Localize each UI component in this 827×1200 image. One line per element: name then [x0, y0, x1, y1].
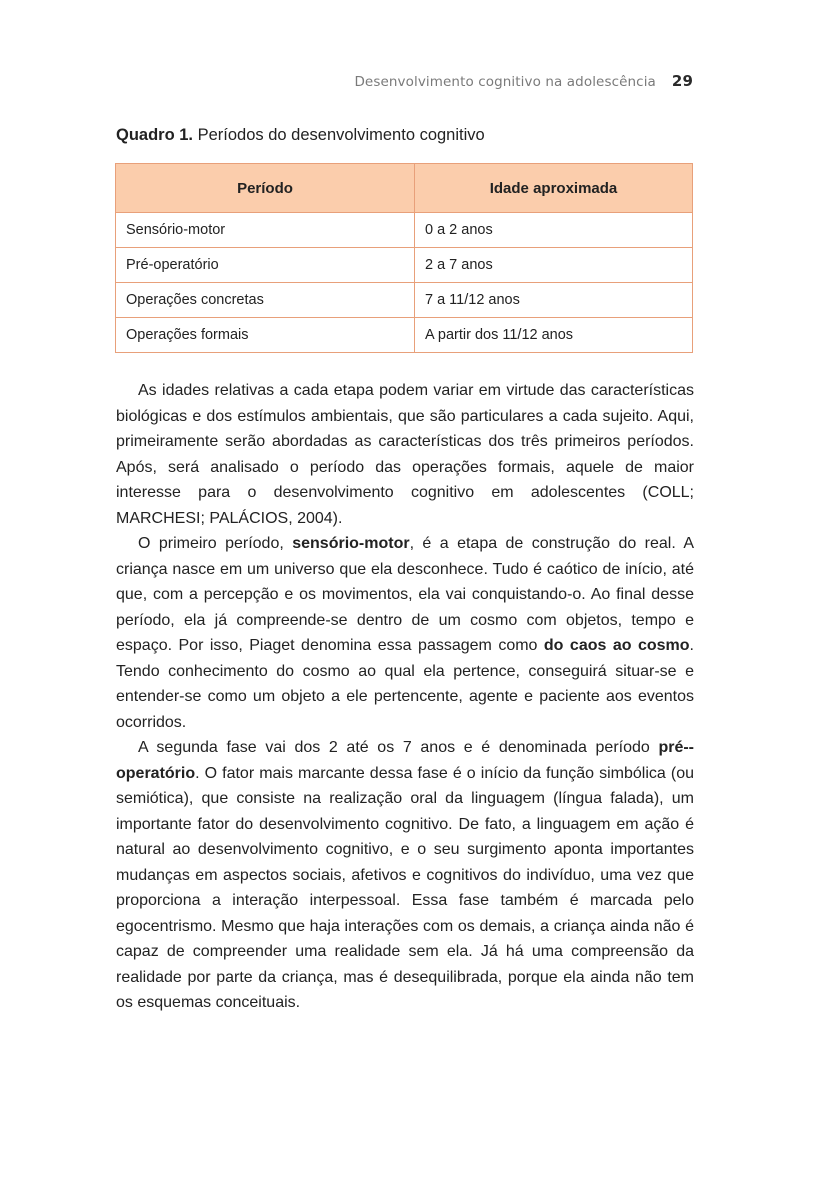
bold-term: sensório-motor	[292, 535, 410, 552]
table-row	[116, 248, 693, 283]
paragraph-text: , é a etapa de construção do real. A criança nasce em um universo que ela desconhece. Tudo é caótico de início, até que, com a percepção e os movimentos, ela vai conquistando-o. Ao final desse período, ela já compreende-se dentro de um cosmo com objetos, tempo e espaço. Por isso, Piaget denomina essa passagem como	[116, 535, 694, 654]
table-row	[116, 318, 693, 353]
page-number: 29	[671, 72, 693, 90]
cell-age: A partir dos 11/12 anos	[415, 318, 693, 353]
body-text	[116, 378, 694, 1016]
column-header-period: Período	[116, 164, 415, 213]
column-header-age: Idade aproximada	[415, 164, 693, 213]
running-title: Desenvolvimento cognitivo na adolescência	[354, 74, 656, 90]
caption-label: Quadro 1.	[116, 126, 194, 144]
caption-text: Períodos do desenvolvimento cognitivo	[197, 126, 485, 144]
paragraph-text: A segunda fase vai dos 2 até os 7 anos e é denominada período	[138, 739, 659, 756]
paragraph-text: . Tendo conhecimento do cosmo ao qual ela pertence, conseguirá situar-se e entender-se como um objeto a ele pertencente, agente e paciente aos eventos ocorridos.	[116, 637, 694, 731]
cell-period: Pré-operatório	[116, 248, 415, 283]
bold-term: do caos ao cosmo	[543, 637, 690, 654]
table-row	[116, 213, 693, 248]
cell-age: 7 a 11/12 anos	[415, 283, 693, 318]
cell-age: 0 a 2 anos	[415, 213, 693, 248]
cell-period: Sensório-motor	[116, 213, 415, 248]
bold-term: pré--operatório	[116, 739, 694, 782]
paragraph-preoperational	[116, 735, 694, 1016]
cell-period: Operações formais	[116, 318, 415, 353]
cell-period: Operações concretas	[116, 283, 415, 318]
table-caption	[116, 126, 485, 145]
paragraph-ages	[116, 378, 694, 531]
paragraph-sensorimotor	[116, 531, 694, 735]
cell-age: 2 a 7 anos	[415, 248, 693, 283]
periods-table	[115, 163, 693, 353]
paragraph-text: As idades relativas a cada etapa podem variar em virtude das características biológicas e dos estímulos ambientais, que são particulares a cada sujeito. Aqui, primeiramente serão abordadas as características dos três primeiros períodos. Após, será analisado o período das operações formais, aquele de maior interesse para o desenvolvimento cognitivo em adolescentes (COLL; MARCHESI; PALÁCIOS, 2004).	[116, 382, 694, 527]
running-header	[0, 72, 693, 90]
table-row	[116, 283, 693, 318]
paragraph-text: . O fator mais marcante dessa fase é o início da função simbólica (ou semiótica), que consiste na realização oral da linguagem (língua falada), um importante fator do desenvolvimento cognitivo. De fato, a linguagem em ação é natural ao desenvolvimento cognitivo, e o seu surgimento aponta importantes mudanças em aspectos sociais, afetivos e cognitivos do indivíduo, uma vez que proporciona a interação interpessoal. Essa fase também é marcada pelo egocentrismo. Mesmo que haja interações com os demais, a criança ainda não é capaz de compreender uma realidade sem ela. Já há uma compreensão da realidade por parte da criança, mas é desequilibrada, porque ela ainda não tem os esquemas conceituais.	[116, 764, 694, 1011]
paragraph-text: O primeiro período,	[138, 535, 293, 552]
table-header-row	[116, 164, 693, 213]
